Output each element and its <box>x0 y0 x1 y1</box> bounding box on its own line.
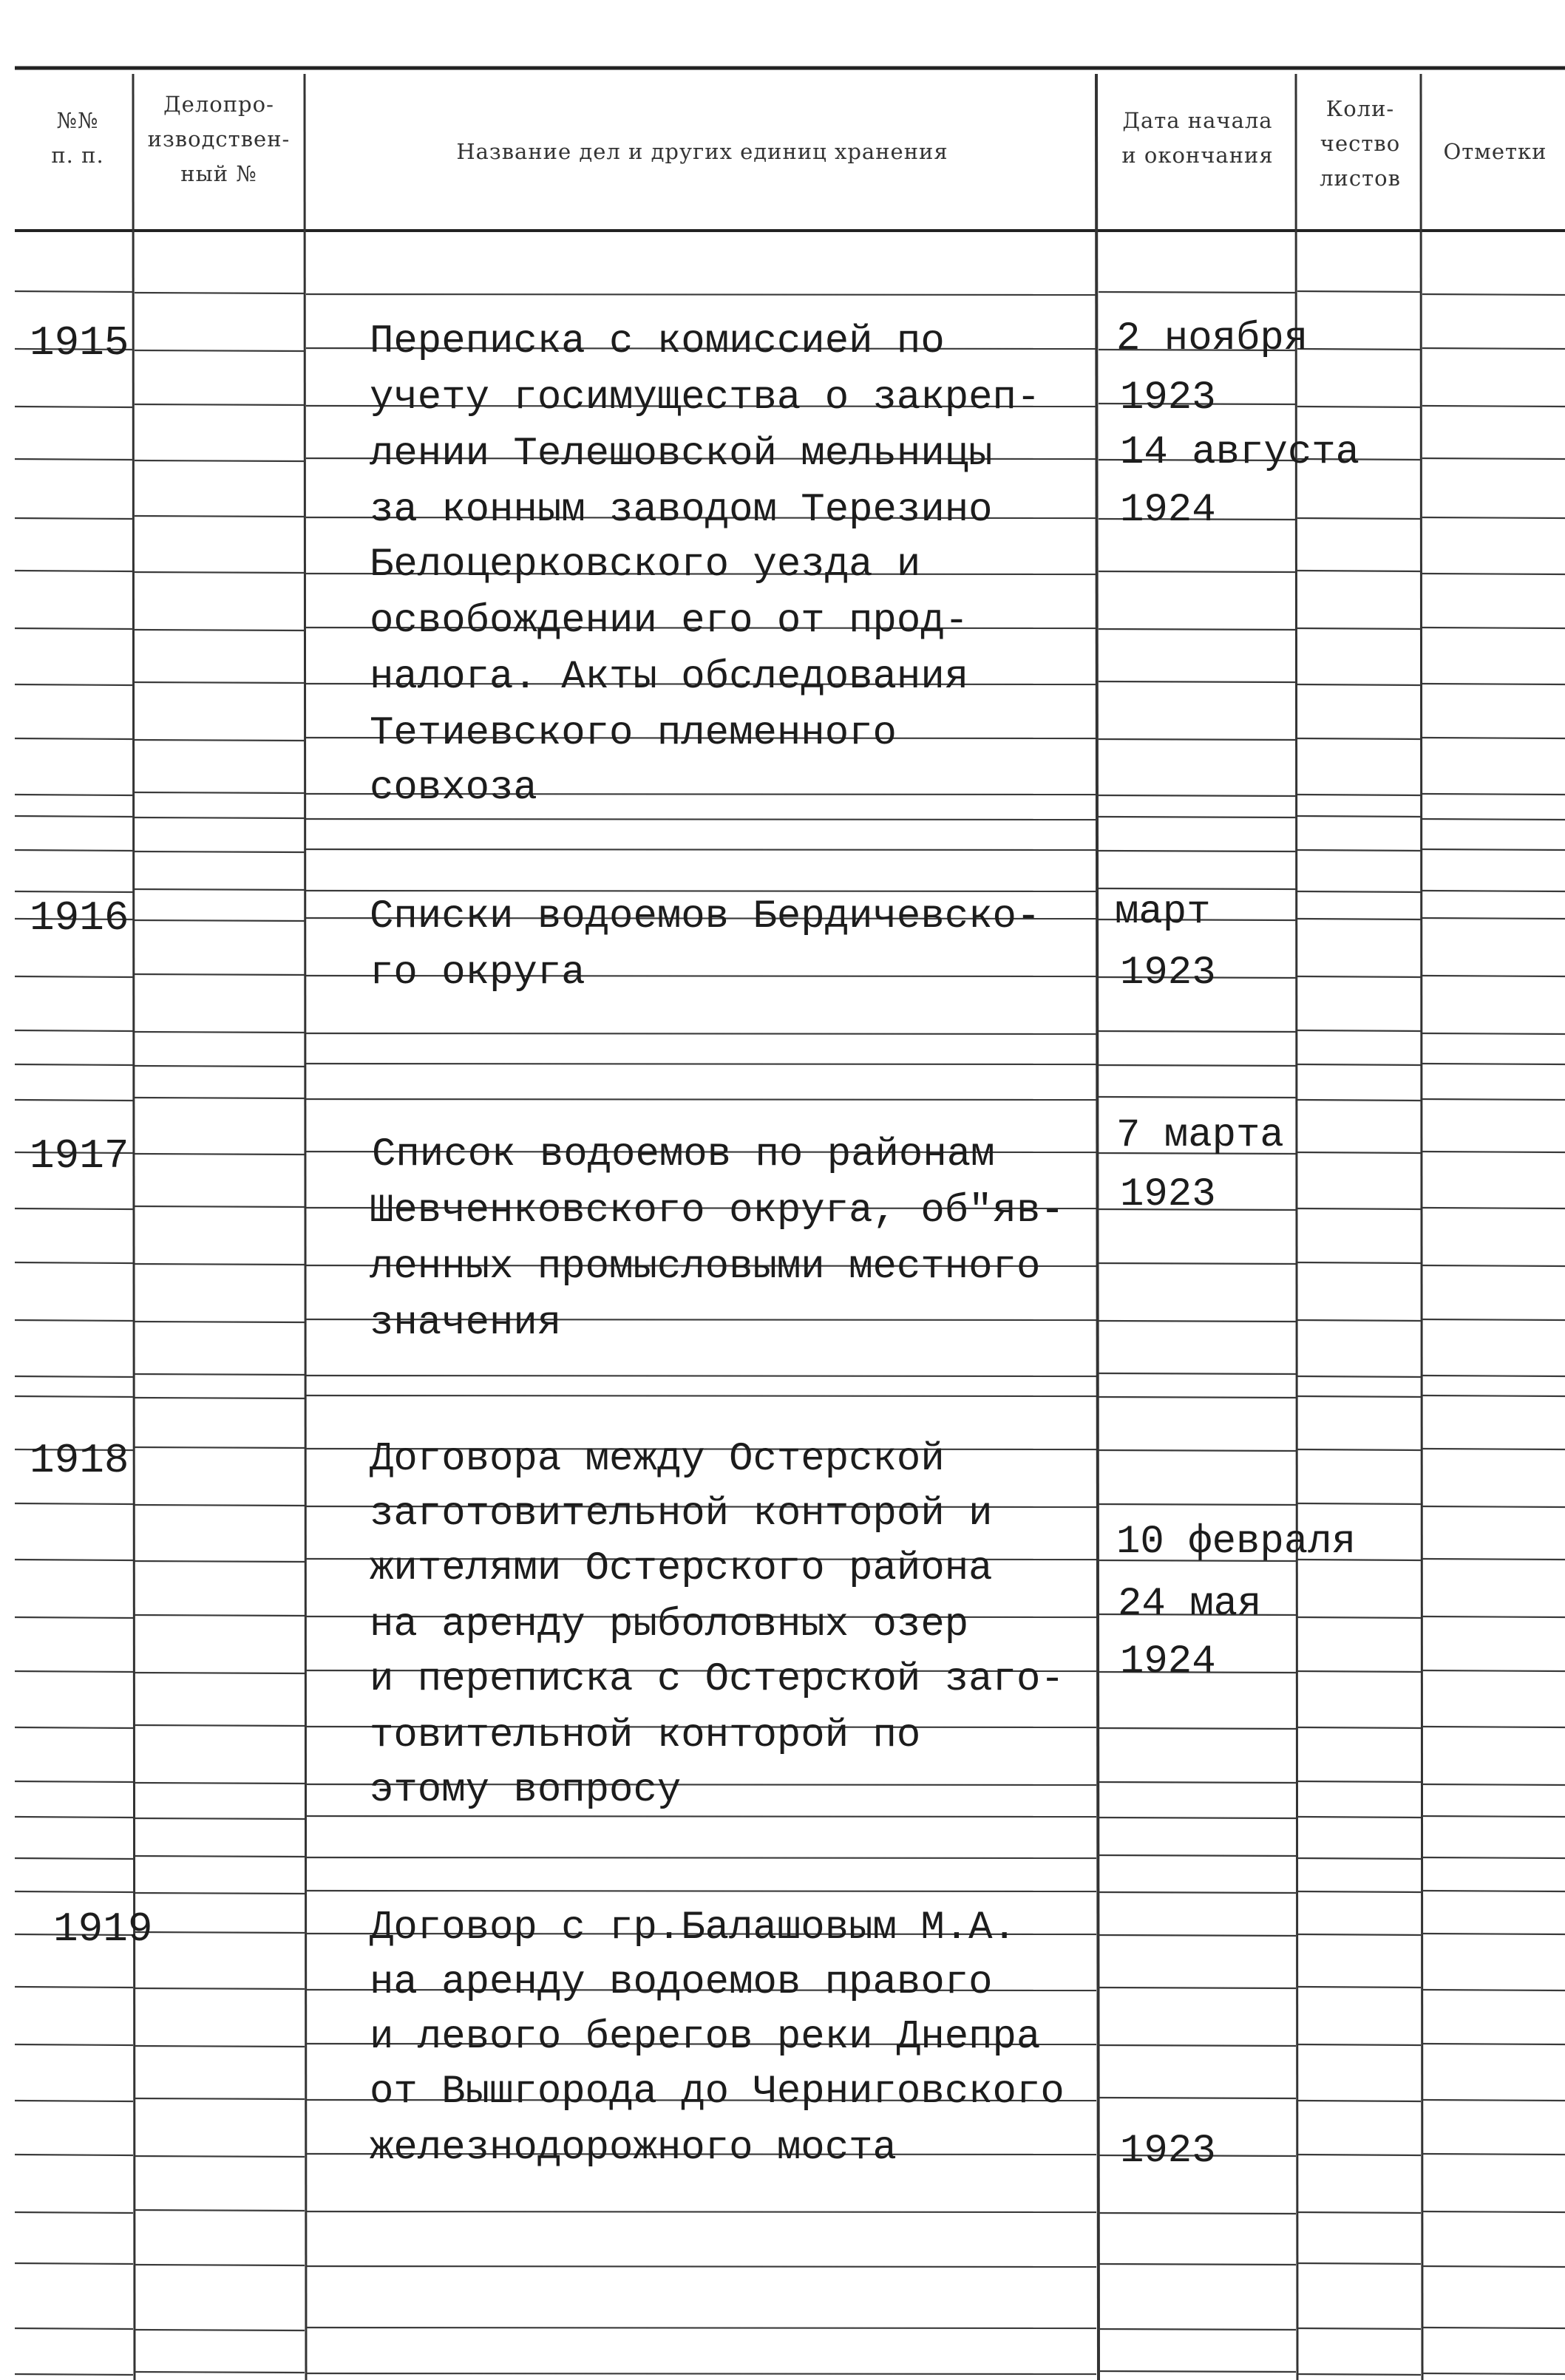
ruled-line <box>1099 1065 1296 1066</box>
ruled-line <box>135 2098 305 2099</box>
record-number: 1918 <box>30 1437 129 1484</box>
ruled-line <box>1297 1320 1421 1321</box>
title-line: Список водоемов по районам <box>372 1132 995 1177</box>
ruled-line <box>1297 1934 1421 1935</box>
ruled-line <box>1422 2100 1565 2101</box>
title-line: этому вопросу <box>370 1768 682 1813</box>
ruled-line <box>15 1781 133 1782</box>
ruled-line <box>135 460 305 461</box>
ruled-line <box>1297 1891 1421 1892</box>
header-office-number: Делопро- изводствен- ный № <box>147 92 291 186</box>
ruled-line <box>1099 1504 1296 1505</box>
date-line: 14 августа <box>1120 430 1360 475</box>
title-line: освобождении его от прод- <box>370 599 969 644</box>
ruled-line <box>15 2328 133 2329</box>
ruled-line <box>15 850 133 851</box>
ruled-line <box>1422 1319 1565 1320</box>
ruled-line <box>1297 684 1421 685</box>
title-line: значения <box>370 1301 562 1346</box>
ruled-line <box>1422 1395 1565 1396</box>
title-line: железнодорожного моста <box>370 2126 897 2171</box>
ruled-line <box>1099 1031 1296 1032</box>
ruled-line <box>1297 816 1421 817</box>
ruled-line <box>1422 458 1565 459</box>
ruled-line <box>1099 1097 1296 1098</box>
ruled-line <box>306 1816 1096 1817</box>
ruled-line <box>1099 292 1296 293</box>
ruled-line <box>135 1032 305 1033</box>
ruled-line <box>1297 1987 1421 1988</box>
title-line: на аренду водоемов правого <box>370 1960 993 2005</box>
ruled-line <box>135 404 305 405</box>
ruled-line <box>1422 2211 1565 2212</box>
ruled-line <box>1099 681 1296 682</box>
ruled-line <box>135 1893 305 1894</box>
ruled-line <box>135 792 305 793</box>
ruled-line <box>135 682 305 683</box>
ruled-line <box>1297 518 1421 519</box>
header-dates: Дата начала и окончания <box>1121 108 1274 168</box>
ruled-line <box>15 816 133 817</box>
ruled-line <box>1297 976 1421 977</box>
ruled-line <box>306 2373 1096 2374</box>
record-number: 1919 <box>53 1905 153 1953</box>
ruled-line <box>1099 2264 1296 2265</box>
ruled-line <box>135 889 305 890</box>
ruled-line <box>1099 629 1296 630</box>
ruled-line <box>1297 291 1421 292</box>
date-line: 24 мая <box>1118 1582 1262 1627</box>
header-number: №№ п. п. <box>51 108 104 168</box>
ruled-line <box>1297 1817 1421 1818</box>
ruled-line <box>15 518 133 519</box>
ruled-line <box>1297 1617 1421 1618</box>
ruled-line <box>306 1033 1096 1034</box>
ruled-line <box>135 920 305 921</box>
ruled-line <box>135 1206 305 1207</box>
ruled-line <box>1422 2373 1565 2374</box>
ruled-line <box>15 1396 133 1397</box>
ruled-line <box>1422 1616 1565 1617</box>
ruled-line <box>15 459 133 460</box>
ruled-line <box>15 1987 133 1988</box>
date-line: 10 февраля <box>1116 1520 1357 1565</box>
title-line: от Вышгорода до Черниговского <box>370 2070 1065 2115</box>
record-number: 1916 <box>30 894 129 942</box>
ruled-line <box>135 1561 305 1562</box>
ruled-line <box>1099 1397 1296 1398</box>
ruled-line <box>1297 2374 1421 2375</box>
ruled-line <box>15 1858 133 1859</box>
ruled-line <box>15 1064 133 1065</box>
ruled-line <box>135 817 305 818</box>
ruled-line <box>1297 1727 1421 1728</box>
title-line: Переписка с комиссией по <box>370 319 945 364</box>
record-number: 1917 <box>30 1132 129 1180</box>
ruled-line <box>1422 1816 1565 1817</box>
ruled-line <box>1099 739 1296 740</box>
ruled-line <box>1099 2371 1296 2372</box>
ruled-line <box>1422 1559 1565 1560</box>
title-line: совхоза <box>370 766 537 811</box>
title-line: Белоцерковского уезда и <box>370 543 921 588</box>
ruled-line <box>1099 1450 1296 1451</box>
ruled-line <box>135 1783 305 1784</box>
ruled-line <box>1422 849 1565 850</box>
title-line: учету госимущества о закреп- <box>370 375 1041 421</box>
ruled-line <box>15 291 133 292</box>
ruled-line <box>1297 1396 1421 1397</box>
ruled-line <box>1297 1781 1421 1782</box>
ruled-line <box>1297 2212 1421 2213</box>
ruled-line <box>15 1617 133 1618</box>
ruled-line <box>15 1320 133 1321</box>
ruled-line <box>1099 1263 1296 1264</box>
ruled-line <box>15 1817 133 1818</box>
ruled-line <box>15 628 133 629</box>
ruled-line <box>1099 795 1296 796</box>
date-line: 7 марта <box>1116 1113 1284 1158</box>
ruled-line <box>1422 1265 1565 1266</box>
ruled-line <box>1422 1506 1565 1507</box>
ruled-line <box>135 851 305 852</box>
ruled-line <box>1297 1152 1421 1153</box>
ruled-line <box>15 2044 133 2045</box>
date-line: 1924 <box>1120 1639 1216 1684</box>
ruled-line <box>1422 1784 1565 1785</box>
date-line: 1923 <box>1120 1172 1216 1217</box>
ruled-line <box>306 294 1096 295</box>
ruled-line <box>1099 2329 1296 2330</box>
ruled-line <box>1297 1208 1421 1209</box>
ruled-line <box>15 976 133 977</box>
ruled-line <box>1297 850 1421 851</box>
ruled-line <box>135 974 305 975</box>
ruled-line <box>306 2266 1096 2267</box>
header-sheets: Коли- чество листов <box>1320 96 1401 191</box>
ruled-line <box>1297 1671 1421 1672</box>
ruled-line <box>15 1503 133 1504</box>
ruled-line <box>1422 348 1565 349</box>
ruled-line <box>135 1615 305 1616</box>
ruled-line <box>1297 2263 1421 2264</box>
title-line: Шевченковского округа, об"яв- <box>370 1189 1065 1234</box>
ruled-line <box>135 1154 305 1155</box>
ruled-line <box>1422 294 1565 295</box>
ruled-line <box>135 1856 305 1857</box>
ruled-line <box>1099 1728 1296 1729</box>
title-line: и переписка с Остерской заго- <box>370 1657 1065 1702</box>
ruled-line <box>1422 794 1565 795</box>
ruled-line <box>1099 1321 1296 1322</box>
record-number: 1915 <box>30 319 129 367</box>
ruled-line <box>1099 1855 1296 1856</box>
ruled-line <box>1422 2266 1565 2267</box>
ruled-line <box>1099 1892 1296 1893</box>
title-line: налога. Акты обследования <box>370 655 969 700</box>
ruled-line <box>306 849 1096 850</box>
ruled-line <box>1422 1857 1565 1858</box>
ruled-line <box>135 1066 305 1067</box>
ruled-line <box>15 1100 133 1101</box>
ruled-line <box>1099 2045 1296 2046</box>
date-line: 1923 <box>1120 375 1216 421</box>
ruled-line <box>135 1988 305 1989</box>
ruled-line <box>15 1671 133 1672</box>
ruled-line <box>135 740 305 741</box>
ruled-line <box>15 1891 133 1892</box>
ruled-line <box>1297 2328 1421 2329</box>
ruled-line <box>135 350 305 351</box>
ruled-line <box>15 1727 133 1728</box>
ruled-line <box>1422 1670 1565 1671</box>
ruled-line <box>1297 628 1421 629</box>
title-line: Тетиевского племенного <box>370 711 897 756</box>
ruled-line <box>15 1376 133 1377</box>
ruled-line <box>15 2263 133 2264</box>
ruled-line <box>1422 918 1565 919</box>
date-line: 1923 <box>1120 2129 1216 2174</box>
ruled-line <box>135 516 305 517</box>
date-line: 2 ноября <box>1116 316 1308 361</box>
ruled-line <box>1297 1262 1421 1263</box>
title-line: жителями Остерского района <box>370 1546 993 1591</box>
ruled-line <box>135 572 305 573</box>
ruled-line <box>1099 571 1296 572</box>
ruled-line <box>15 891 133 892</box>
ruled-line <box>135 1447 305 1448</box>
title-line: Договора между Остерской <box>370 1437 945 1482</box>
ruled-line <box>306 1857 1096 1858</box>
ruled-line <box>15 1208 133 1209</box>
ruled-line <box>1297 1503 1421 1504</box>
date-line: 1923 <box>1120 951 1216 996</box>
date-line: 1924 <box>1120 488 1216 533</box>
ruled-line <box>1297 738 1421 739</box>
ruled-line <box>1422 2154 1565 2155</box>
ruled-line <box>1422 406 1565 407</box>
ruled-line <box>135 1725 305 1726</box>
ruled-line <box>306 819 1096 820</box>
ruled-line <box>135 1932 305 1933</box>
ruled-line <box>135 1264 305 1265</box>
ruled-line <box>1099 1782 1296 1783</box>
ruled-line <box>15 738 133 739</box>
ruled-line <box>306 1395 1096 1396</box>
ruled-line <box>1099 2213 1296 2214</box>
title-line: за конным заводом Терезино <box>370 488 993 533</box>
ruled-line <box>135 1374 305 1375</box>
title-line: лении Телешовской мельницы <box>370 432 993 477</box>
title-line: Договор с гр.Балашовым М.А. <box>370 1905 1016 1951</box>
ruled-line <box>1297 1030 1421 1031</box>
date-line: март <box>1115 890 1211 935</box>
ruled-line <box>15 2212 133 2213</box>
header-title: Название дел и других единиц хранения <box>456 139 948 164</box>
ruled-line <box>1297 1376 1421 1377</box>
ruled-line <box>306 2211 1096 2212</box>
ruled-line <box>1422 819 1565 820</box>
title-line: Списки водоемов Бердичевско- <box>370 894 1041 939</box>
ruled-line <box>1422 1099 1565 1100</box>
ruled-line <box>1099 1935 1296 1936</box>
title-line: заготовительной конторой и <box>370 1492 993 1537</box>
ruled-line <box>1422 1033 1565 1034</box>
title-line: ленных промысловыми местного <box>370 1245 1041 1290</box>
title-line: товительной конторой по <box>370 1713 921 1758</box>
ruled-line <box>1297 2044 1421 2045</box>
ruled-line <box>15 684 133 685</box>
ruled-line <box>135 2046 305 2047</box>
ruled-line <box>1297 1100 1421 1101</box>
ruled-line <box>1297 349 1421 350</box>
ruled-line <box>306 1099 1096 1100</box>
ruled-line <box>135 1505 305 1506</box>
ruled-line <box>135 2156 305 2157</box>
ruled-line <box>1297 1858 1421 1859</box>
title-line: на аренду рыболовных озер <box>370 1602 969 1648</box>
ruled-line <box>1099 888 1296 889</box>
ruled-line <box>15 1030 133 1031</box>
ruled-line <box>1297 1449 1421 1450</box>
ruled-line <box>135 2372 305 2373</box>
ruled-line <box>15 1262 133 1263</box>
ruled-line <box>1099 1373 1296 1374</box>
ruled-line <box>15 2374 133 2375</box>
title-line: го округа <box>370 951 585 996</box>
ruled-line <box>1297 891 1421 892</box>
ruled-line <box>135 2210 305 2211</box>
ruled-line <box>135 1818 305 1819</box>
ruled-line <box>1297 1064 1421 1065</box>
title-line: и левого берегов реки Днепра <box>370 2015 1041 2060</box>
header-notes: Отметки <box>1443 139 1547 164</box>
ruled-line <box>1422 517 1565 518</box>
